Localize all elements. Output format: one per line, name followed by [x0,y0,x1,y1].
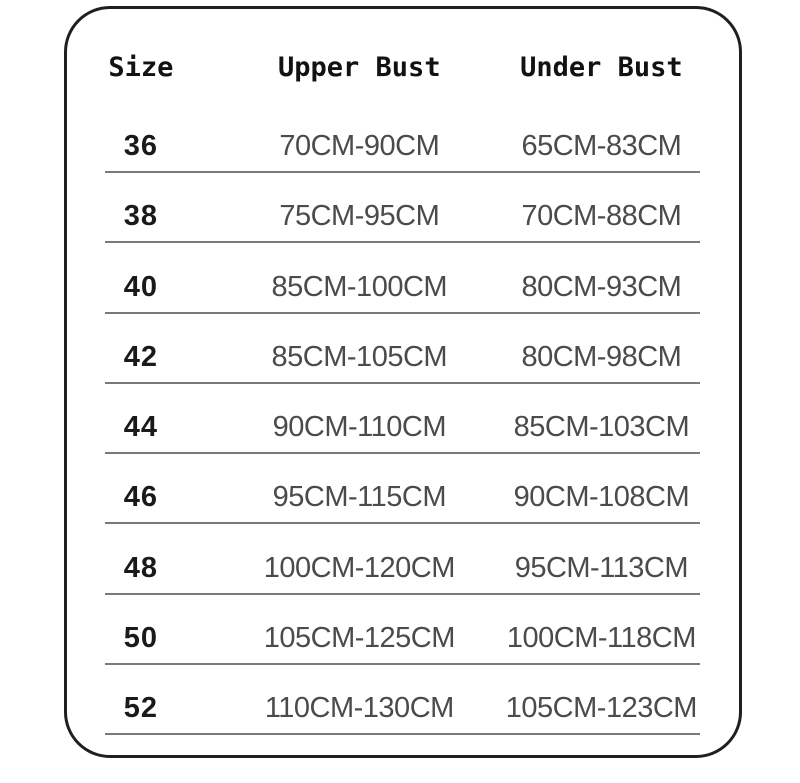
upper-bust-value: 85CM-105CM [271,340,448,373]
table-row [67,384,739,454]
size-value: 50 [123,621,159,654]
upper-bust-value: 95CM-115CM [272,481,446,514]
under-bust-value: 105CM-123CM [505,691,697,724]
upper-bust-value: 105CM-125CM [263,621,455,654]
upper-bust-value: 90CM-110CM [272,411,446,444]
upper-bust-value: 70CM-90CM [279,130,440,163]
under-bust-value: 90CM-108CM [513,481,690,514]
table-row [67,595,739,665]
column-header-under-bust: Under Bust [520,51,683,83]
under-bust-value: 80CM-93CM [521,270,682,303]
size-value: 44 [123,411,159,444]
size-chart-card [64,6,742,758]
table-row [67,454,739,524]
upper-bust-value: 85CM-100CM [271,270,448,303]
size-value: 42 [123,340,159,373]
table-row [67,243,739,313]
size-value: 38 [123,200,159,233]
size-value: 52 [123,691,159,724]
table-row [67,314,739,384]
table-row [67,665,739,735]
under-bust-value: 85CM-103CM [513,411,690,444]
upper-bust-value: 75CM-95CM [279,200,440,233]
table-row [67,103,739,173]
table-row [67,173,739,243]
size-value: 46 [123,481,159,514]
under-bust-value: 65CM-83CM [521,130,682,163]
size-value: 48 [123,551,159,584]
size-value: 40 [123,270,159,303]
under-bust-value: 100CM-118CM [506,621,696,654]
under-bust-value: 80CM-98CM [521,340,682,373]
size-value: 36 [123,130,159,163]
upper-bust-value: 110CM-130CM [264,691,454,724]
under-bust-value: 95CM-113CM [514,551,689,584]
column-header-size: Size [108,51,174,83]
table-header [67,9,739,103]
under-bust-value: 70CM-88CM [521,200,682,233]
table-row [67,524,739,594]
column-header-upper-bust: Upper Bust [278,51,441,83]
upper-bust-value: 100CM-120CM [263,551,455,584]
